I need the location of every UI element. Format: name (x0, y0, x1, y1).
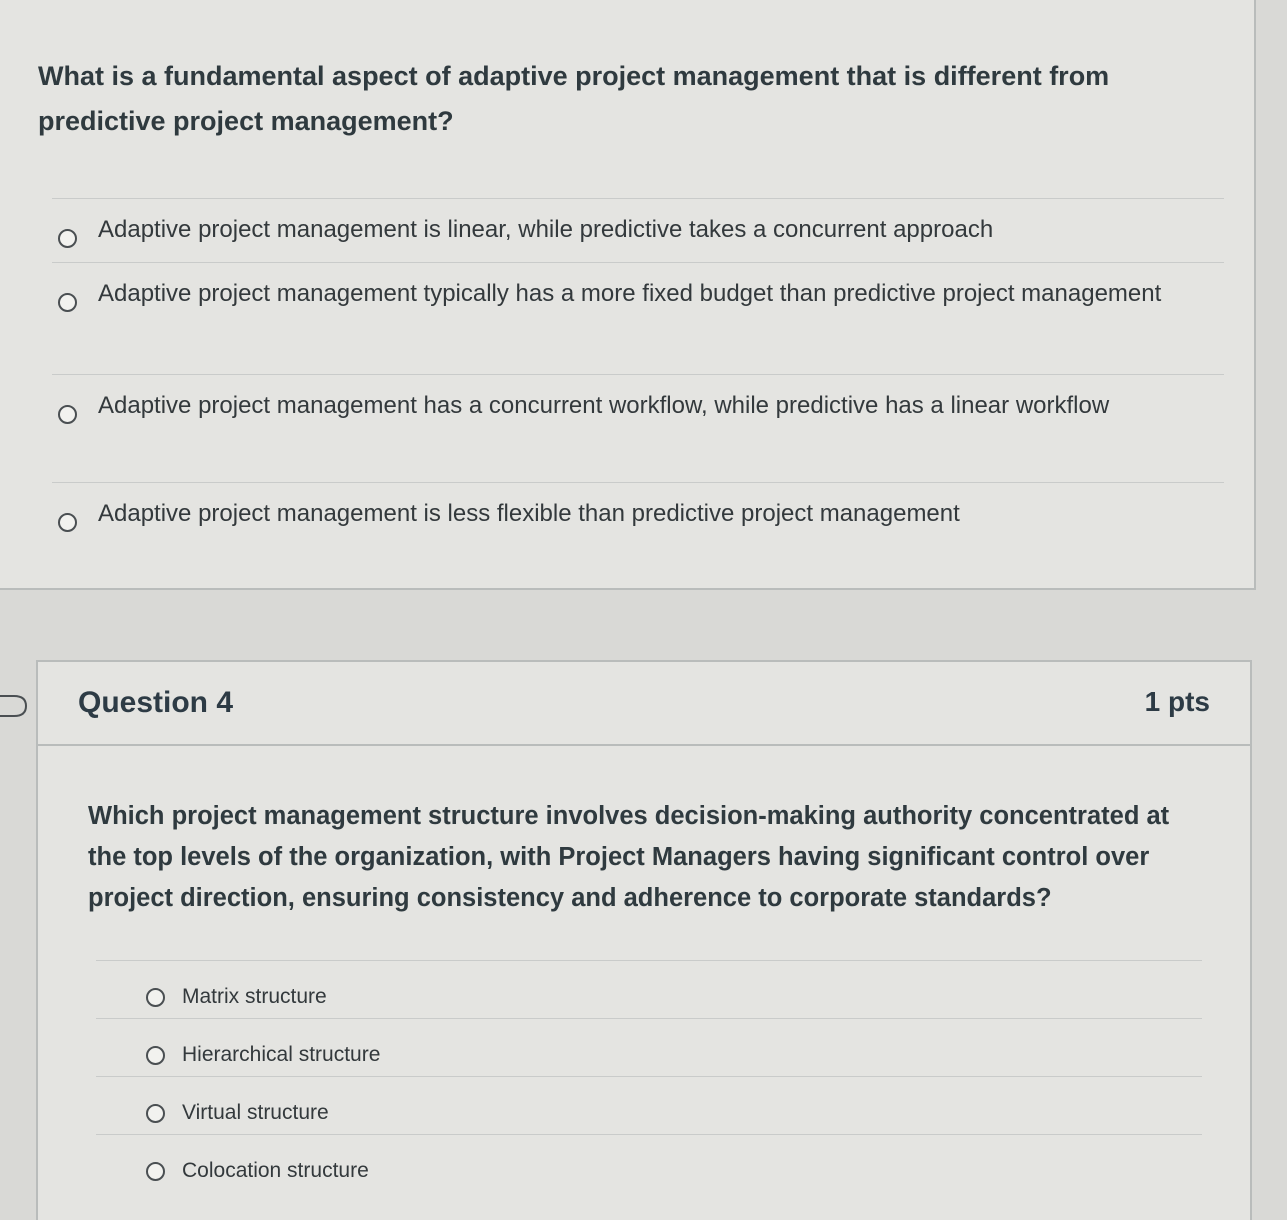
answer-option[interactable] (96, 1019, 1202, 1077)
radio-button[interactable] (58, 293, 77, 312)
answer-label[interactable]: Adaptive project management is less flexible than predictive project management (98, 500, 960, 527)
answer-label[interactable]: Colocation structure (182, 1159, 369, 1182)
radio-button[interactable] (146, 1046, 165, 1065)
radio-button[interactable] (58, 229, 77, 248)
answer-label[interactable]: Hierarchical structure (182, 1043, 381, 1066)
radio-button[interactable] (146, 1162, 165, 1181)
answer-option[interactable] (96, 1077, 1202, 1135)
radio-button[interactable] (146, 1104, 165, 1123)
answer-option[interactable] (96, 961, 1202, 1019)
question-3-answer-list (52, 198, 1224, 567)
question-title: Question 4 (78, 686, 234, 719)
question-4-answer-list (96, 960, 1202, 1193)
answer-label[interactable]: Adaptive project management is linear, while predictive takes a concurrent approach (98, 216, 994, 243)
answer-label[interactable]: Virtual structure (182, 1101, 329, 1124)
flag-question-icon[interactable] (0, 694, 30, 718)
answer-option[interactable] (52, 263, 1224, 375)
answer-label[interactable]: Adaptive project management has a concurrent workflow, while predictive has a linear workflow (98, 392, 1110, 419)
radio-button[interactable] (146, 988, 165, 1007)
answer-label[interactable]: Adaptive project management typically has a more fixed budget than predictive project management (98, 280, 1162, 307)
answer-option[interactable] (52, 199, 1224, 263)
question-3-text: What is a fundamental aspect of adaptive project management that is different from predictive project management? (38, 61, 1110, 136)
question-header (38, 662, 1250, 746)
radio-button[interactable] (58, 513, 77, 532)
question-points: 1 pts (1144, 686, 1210, 717)
answer-option[interactable] (52, 483, 1224, 567)
question-4-text: Which project management structure involves decision-making authority concentrated at the top levels of the organization, with Project Managers having significant control over project direction, ensuring consistency and adherence to corporate standards? (88, 802, 1170, 912)
question-4-card (36, 660, 1252, 1220)
answer-option[interactable] (96, 1135, 1202, 1193)
radio-button[interactable] (58, 405, 77, 424)
question-3-card (0, 0, 1256, 590)
answer-label[interactable]: Matrix structure (182, 985, 327, 1008)
answer-option[interactable] (52, 375, 1224, 483)
